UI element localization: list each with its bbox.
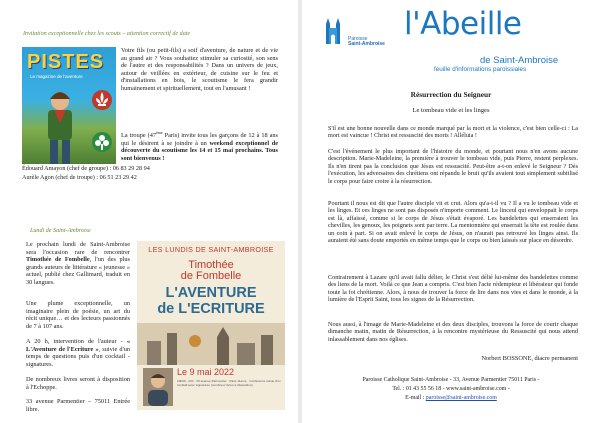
- lundi-paragraph-3: [26, 338, 130, 368]
- cover-title: PISTES: [27, 51, 105, 73]
- lundi-p3-pre: A 20 h, intervention de l'auteur -: [26, 338, 127, 345]
- author-portrait: [143, 368, 173, 406]
- lundi-p1-post: , l'un des plus grands auteurs de littérature « jeunesse » actuel, publié chez Gallimard, traduit en 30 langues.: [26, 256, 130, 286]
- article-signature: Norbert BOSSONE, diacre permanent: [481, 355, 578, 362]
- invite-sup: ème: [156, 130, 163, 135]
- article-paragraph-2: C'est l'événement le plus important de l'histoire du monde, et pourtant nous n'en avons aucune description. Marie-Madeleine, la première à trouver le tombeau vide, puis Pierre, restent perplexes. Ils n'en tirent pas la conclusion que Jésus est ressuscité. Peut-être a-t-on enlevé le Seigneur ? Dès l'exécution, les adversaires des chrétiens ont répandu le bruit qu'ils avaient tout simplement subtilisé le corps pour faire croire à la résurrection.: [328, 148, 578, 185]
- footer-email: [302, 395, 600, 401]
- contact-aurele: Aurèle Agon (chef de troupe) : 06 51 23 29 42: [22, 174, 137, 181]
- poster-date: Le 9 mai 2022: [177, 367, 235, 377]
- scouts-heading: Invitation exceptionnelle chez les scouts – attention correctif de date: [23, 31, 191, 37]
- lundi-address: 33 avenue Parmentier – 75011 Entrée libre.: [26, 398, 130, 413]
- poster-series-title: LES LUNDIS DE SAINT-AMBROISE: [148, 245, 274, 254]
- email-label: E-mail :: [405, 395, 426, 401]
- lundi-heading: Lundi de Saint-Ambroise: [30, 228, 91, 234]
- article-paragraph-5: Nous aussi, à l'image de Marie-Madeleine et des deux disciples, trouvons la force de courir chaque dimanche matin, matin de Résurrection, à la rencontre mystérieuse du Ressuscité qui nous attend inlassablement dans nos églises.: [328, 321, 578, 343]
- footer-address: Paroisse Catholique Saint-Ambroise - 33, Avenue Parmentier 75011 Paris -: [362, 377, 540, 383]
- lundi-p3-post: , suivie d'un temps de questions puis d'un cocktail - signatures.: [26, 345, 130, 368]
- masthead-title: l'Abeille: [404, 6, 522, 42]
- scouts-intro-paragraph: Votre fils (ou petit-fils) a soif d'aventure, de nature et de vie au grand air ? Vous souhaitez stimuler sa curiosité, son sens de l'autre et des responsabilités ? Dans un univers de jeux, autour de veillées en extérieur, de cuisine sur le feu et d'installations en bois, le scoutisme le fera grandir humainement et spirituellement, tout en l'amusant !: [121, 47, 278, 92]
- poster-author-line2: de Fombelle: [180, 270, 242, 282]
- poster-title-line2: de L'ECRITURE: [157, 301, 265, 317]
- footer-phone: Tel. : 01 43 55 56 18 - www.saint-ambroise.com -: [392, 386, 510, 392]
- lundi-talk-title: « L'Aventure de l'Ecriture »: [26, 338, 130, 353]
- invite-text-bold: weekend exceptionnel de découverte du scoutisme les 14 et 15 mai prochains. Tous sont bienvenus !: [121, 139, 278, 162]
- cover-subtitle: Le magazine de l'aventure: [30, 74, 83, 79]
- poster-title-line1: L'AVENTURE: [165, 285, 257, 301]
- lundis-poster: [137, 241, 285, 410]
- scout-illustration: [36, 87, 86, 164]
- lundi-paragraph-2: Une plume exceptionnelle, un imaginaire plein de poésie, un art du récit unique… et des lecteurs passionnés de 7 à 107 ans.: [26, 300, 130, 330]
- trefoil-icon: [92, 131, 112, 153]
- article-paragraph-1: S'il est une bonne nouvelle dans ce monde marqué par la mort et la violence, c'est bien celle-ci : La mort est vaincue ! Christ est ressuscité des morts ! Alléluia !: [328, 125, 578, 140]
- contact-edouard: Édouard Amayon (chef de groupe) : 06 83 29 28 94: [22, 165, 150, 172]
- poster-city-illustration: [137, 323, 285, 365]
- church-logo-icon: [322, 14, 344, 44]
- right-page: [302, 0, 600, 423]
- left-page: [0, 0, 298, 423]
- scouts-invitation-paragraph: [121, 129, 278, 162]
- lundi-paragraph-1: [26, 241, 130, 287]
- poster-title: [137, 285, 285, 317]
- article-title: Le tombeau vide et les linges: [412, 107, 490, 114]
- invite-text-pre: La troupe (47: [121, 132, 157, 140]
- poster-info: 20h00 - 22h · 33 avenue Parmentier · Paris 11ème · Conférence suivie d'un cocktail avec signatures (nombreux livres à disposition): [177, 379, 281, 387]
- poster-author-line1: Timothée: [188, 259, 234, 271]
- article-paragraph-4: Contrairement à Lazare qu'il avait fallu délier, le Christ s'est délié lui-même des bandelettes comme des liens de la mort. Voilà ce que Jean a compris. C'est bien l'acte rédempteur et libérateur qui fonde toute la foi chrétienne. Alors, à nous de trouver la force de lire dans nos vies et dans le monde, à la lumière de l'Esprit Saint, tous les signes de la Résurrection.: [328, 274, 578, 304]
- masthead-subtitle: de Saint-Ambroise: [480, 55, 559, 66]
- lundi-p1-pre: Le prochain lundi de Saint-Ambroise sera l'occasion rare de rencontrer: [26, 241, 130, 256]
- logo-line2: Saint-Ambroise: [348, 41, 385, 47]
- logo-line1: Paroisse: [348, 36, 368, 42]
- email-link[interactable]: paroisse@saint-ambroise.com: [425, 395, 497, 401]
- article-paragraph-3: Pourtant il nous est dit que l'autre disciple vit et crut. Alors qu'a-t-il vu ? Il a vu le tombeau vide et les linges. Et ces linges ne sont pas disposés n'importe comment. Le linceul qui enveloppait le corps est là, affaissé, comme si le corps de Jésus s'était évaporé. Les bandelettes qui enserraient les chevilles, les genoux, les poignets sont par terre. La mentonnière qui enserrait la tête est roulée dans un coin à part. Si on avait enlevé le corps de Jésus, on n'aurait pas retrouvé les linges ainsi. Ils auraient été sans doute emportés en même temps que le corps ou bien laissés sur place en désordre.: [328, 200, 578, 245]
- fleur-de-lis-icon: [92, 89, 112, 111]
- masthead-tagline: feuille d'informations paroissiales: [434, 66, 527, 73]
- lundi-author-name: Timothée de Fombelle: [26, 256, 90, 264]
- pistes-magazine-cover: [22, 47, 116, 164]
- section-title: Résurrection du Seigneur: [410, 90, 492, 99]
- poster-author: [137, 260, 285, 282]
- invite-text-mid: Paris) invite tous les garçons de 12 à 18 ans qui le désirent à se joindre à un: [121, 132, 278, 147]
- lundi-paragraph-4: De nombreux livres seront à disposition à l'Echoppe.: [26, 376, 130, 391]
